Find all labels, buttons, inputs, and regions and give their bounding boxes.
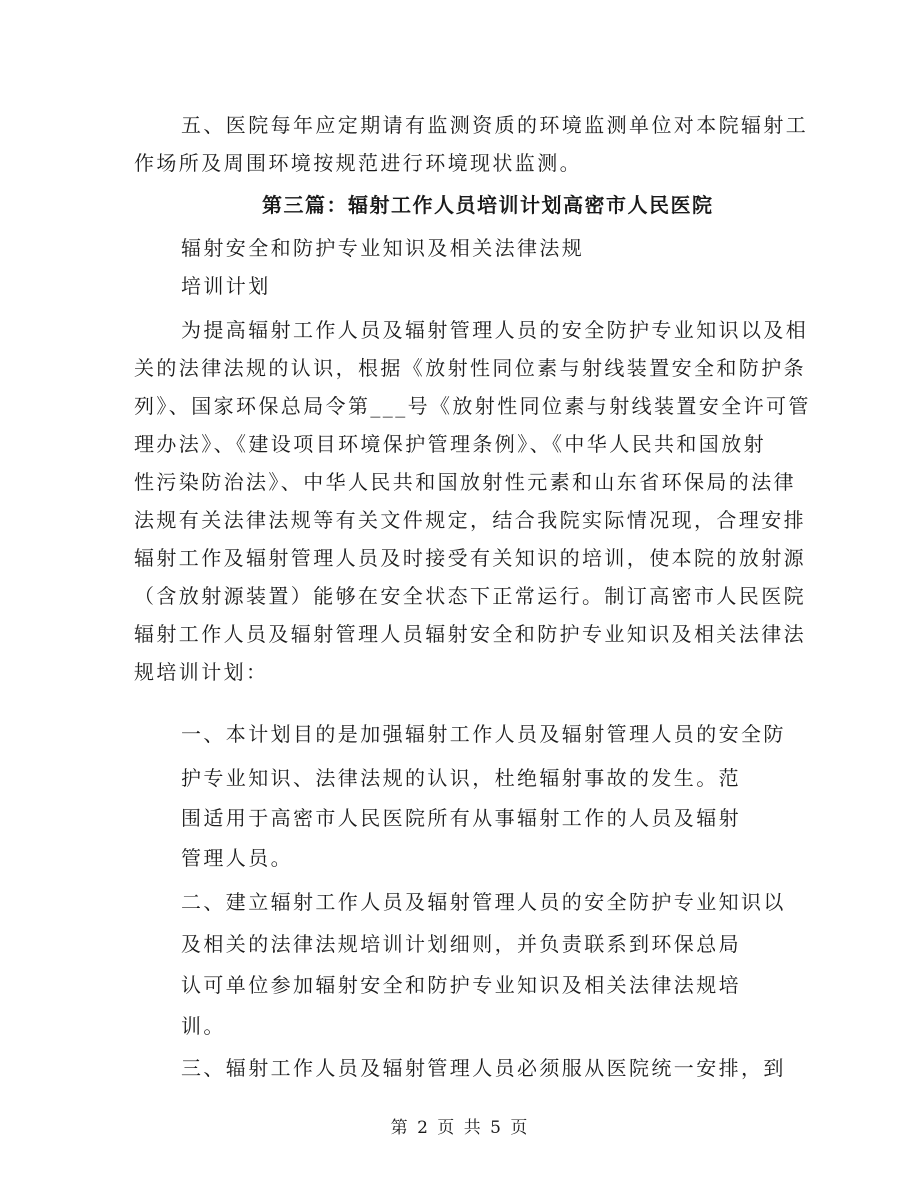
section-title: 第三篇：辐射工作人员培训计划高密市人民医院 [262,193,714,217]
intro-line: 列》、国家环保总局令第___号《放射性同位素与射线装置安全许可管 [134,394,811,418]
paragraph-5-line-2: 作场所及周围环境按规范进行环境现状监测。 [134,151,582,175]
intro-line: 规培训计划： [134,660,269,684]
paragraph-5-line-1: 五、医院每年应定期请有监测资质的环境监测单位对本院辐射工 [181,113,809,137]
item-2-line: 及相关的法律法规培训计划细则，并负责联系到环保总局 [181,932,741,956]
intro-line: 为提高辐射工作人员及辐射管理人员的安全防护专业知识以及相 [181,318,809,342]
intro-line: 关的法律法规的认识，根据《放射性同位素与射线装置安全和防护条 [134,356,806,380]
item-2-line: 二、建立辐射工作人员及辐射管理人员的安全防护专业知识以 [181,890,786,914]
item-1-line: 管理人员。 [181,846,293,870]
item-1-line: 一、本计划目的是加强辐射工作人员及辐射管理人员的安全防 [181,722,786,746]
item-1-line: 护专业知识、法律法规的认识，杜绝辐射事故的发生。范 [181,766,741,790]
intro-line: 理办法》、《建设项目环境保护管理条例》、《中华人民共和国放射 [134,432,766,456]
item-2-line: 认可单位参加辐射安全和防护专业知识及相关法律法规培 [181,973,741,997]
page-number: 第 2 页 共 5 页 [390,1118,530,1138]
item-1-line: 围适用于高密市人民医院所有从事辐射工作的人员及辐射 [181,806,741,830]
intro-line: 辐射工作人员及辐射管理人员辐射安全和防护专业知识及相关法律法 [134,622,806,646]
item-2-line: 训。 [181,1014,226,1038]
intro-line: 性污染防治法》、中华人民共和国放射性元素和山东省环保局的法律 [134,470,796,494]
item-3-line-1: 三、辐射工作人员及辐射管理人员必须服从医院统一安排，到 [181,1056,786,1080]
doc-title-line-2: 培训计划 [181,274,271,298]
intro-line: 辐射工作及辐射管理人员及时接受有关知识的培训，使本院的放射源 [134,546,806,570]
intro-line: （含放射源装置）能够在安全状态下正常运行。制订高密市人民医院 [134,584,806,608]
doc-title-line-1: 辐射安全和防护专业知识及相关法律法规 [181,236,585,260]
intro-line: 法规有关法律法规等有关文件规定，结合我院实际情况现，合理安排 [134,508,806,532]
